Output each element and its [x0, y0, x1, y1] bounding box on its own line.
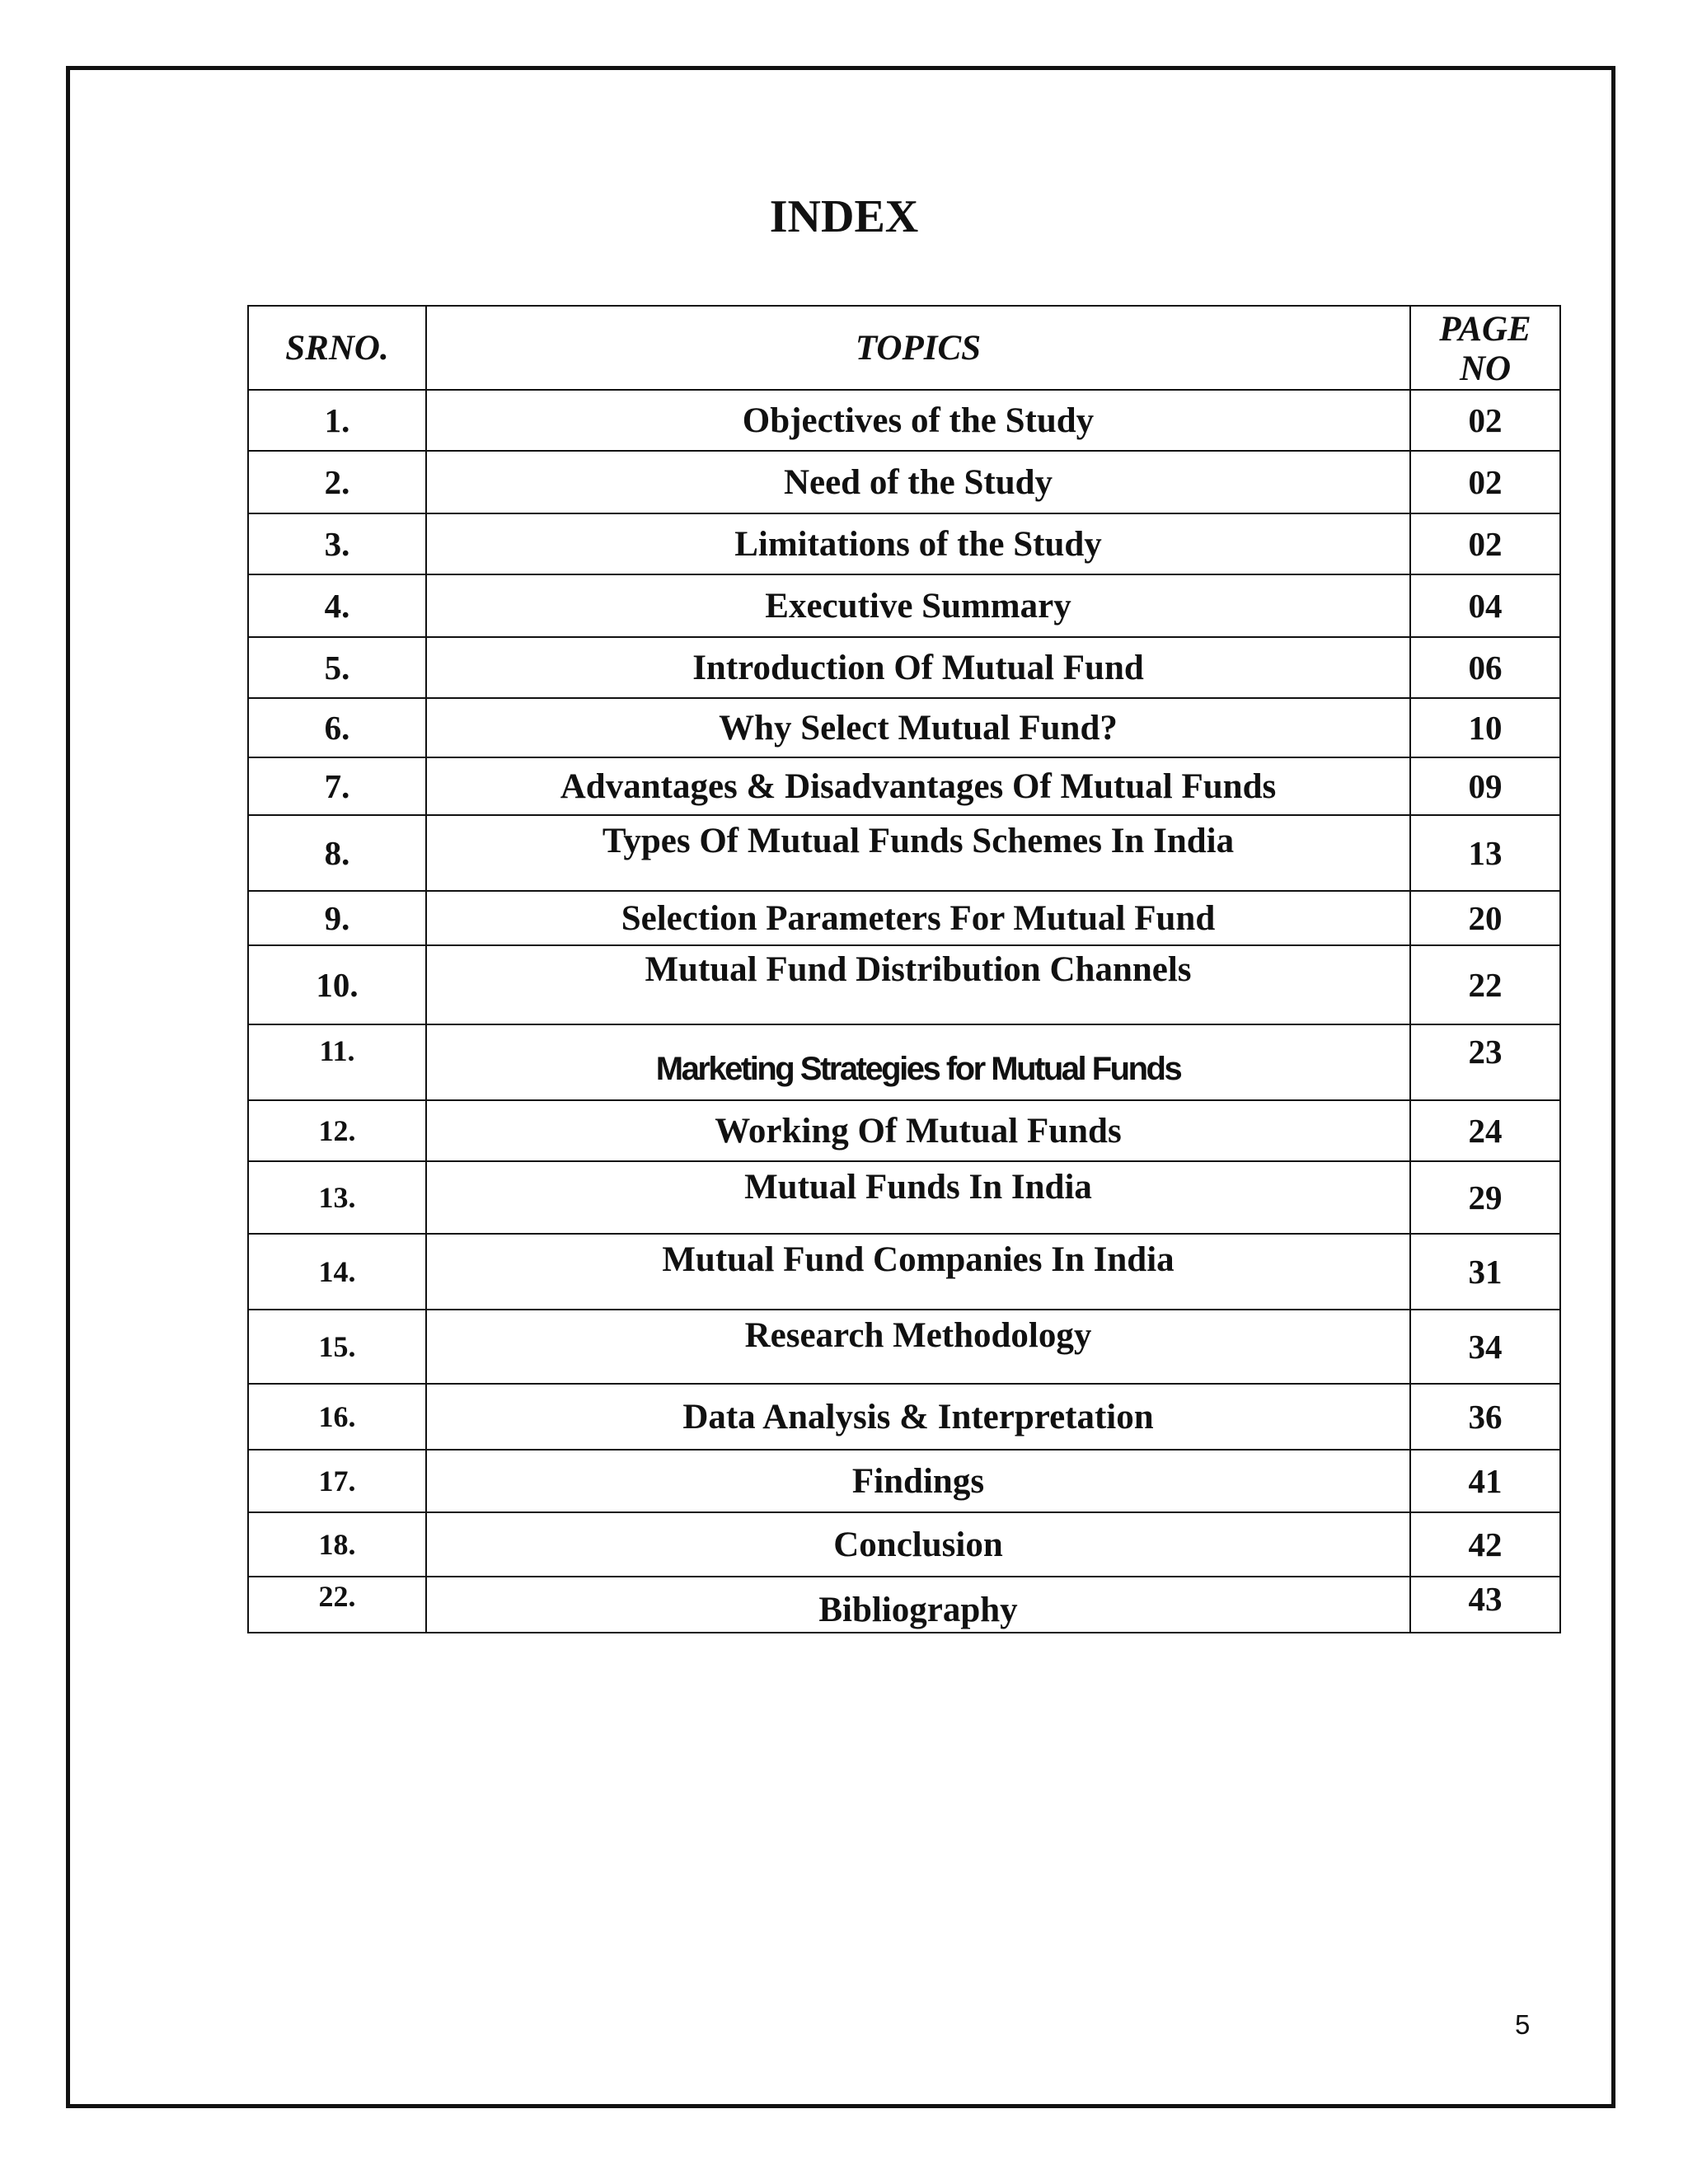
header-row — [248, 306, 1560, 390]
row-topic: Types Of Mutual Funds Schemes In India — [426, 815, 1410, 891]
row-srno: 12. — [248, 1100, 426, 1161]
table-row — [248, 1310, 1560, 1384]
row-topic: Mutual Fund Distribution Channels — [426, 945, 1410, 1024]
row-topic: Introduction Of Mutual Fund — [426, 637, 1410, 698]
row-srno: 7. — [248, 757, 426, 815]
row-topic: Research Methodology — [426, 1310, 1410, 1384]
row-srno: 14. — [248, 1234, 426, 1310]
row-srno: 10. — [248, 945, 426, 1024]
row-topic: Limitations of the Study — [426, 513, 1410, 574]
table-row — [248, 1577, 1560, 1633]
table-row — [248, 891, 1560, 945]
header-srno: SRNO. — [248, 306, 426, 390]
row-srno: 6. — [248, 698, 426, 757]
table-row — [248, 390, 1560, 451]
table-row — [248, 451, 1560, 513]
table-row — [248, 1450, 1560, 1512]
row-srno: 9. — [248, 891, 426, 945]
row-page: 34 — [1410, 1310, 1560, 1384]
row-srno: 4. — [248, 574, 426, 637]
table-row — [248, 1512, 1560, 1577]
row-srno: 2. — [248, 451, 426, 513]
row-topic: Mutual Fund Companies In India — [426, 1234, 1410, 1310]
table-row — [248, 1384, 1560, 1450]
table-row — [248, 945, 1560, 1024]
row-page: 06 — [1410, 637, 1560, 698]
row-topic: Advantages & Disadvantages Of Mutual Funds — [426, 757, 1410, 815]
row-page: 02 — [1410, 390, 1560, 451]
table-row — [248, 1234, 1560, 1310]
row-srno: 22. — [248, 1577, 426, 1633]
row-srno: 3. — [248, 513, 426, 574]
row-srno: 16. — [248, 1384, 426, 1450]
row-page: 09 — [1410, 757, 1560, 815]
row-page: 02 — [1410, 513, 1560, 574]
row-srno: 15. — [248, 1310, 426, 1384]
table-row — [248, 757, 1560, 815]
row-page: 43 — [1410, 1577, 1560, 1633]
row-topic: Marketing Strategies for Mutual Funds — [426, 1024, 1410, 1100]
row-topic: Why Select Mutual Fund? — [426, 698, 1410, 757]
index-table — [247, 305, 1561, 1633]
row-page: 13 — [1410, 815, 1560, 891]
row-topic: Need of the Study — [426, 451, 1410, 513]
row-page: 23 — [1410, 1024, 1560, 1100]
row-page: 41 — [1410, 1450, 1560, 1512]
row-topic: Working Of Mutual Funds — [426, 1100, 1410, 1161]
page-number: 5 — [1515, 2009, 1531, 2040]
table-row — [248, 815, 1560, 891]
table-row — [248, 1161, 1560, 1234]
page-title: INDEX — [769, 191, 919, 242]
header-page-no: PAGE NO — [1410, 306, 1560, 390]
row-topic: Bibliography — [426, 1577, 1410, 1633]
row-srno: 5. — [248, 637, 426, 698]
row-topic: Mutual Funds In India — [426, 1161, 1410, 1234]
row-srno: 8. — [248, 815, 426, 891]
table-row — [248, 574, 1560, 637]
row-topic: Executive Summary — [426, 574, 1410, 637]
row-srno: 13. — [248, 1161, 426, 1234]
header-topics: TOPICS — [426, 306, 1410, 390]
row-srno: 11. — [248, 1024, 426, 1100]
table-row — [248, 1024, 1560, 1100]
row-topic: Findings — [426, 1450, 1410, 1512]
row-page: 02 — [1410, 451, 1560, 513]
row-srno: 18. — [248, 1512, 426, 1577]
row-topic: Selection Parameters For Mutual Fund — [426, 891, 1410, 945]
row-page: 04 — [1410, 574, 1560, 637]
row-page: 20 — [1410, 891, 1560, 945]
table-row — [248, 513, 1560, 574]
row-topic: Conclusion — [426, 1512, 1410, 1577]
row-page: 22 — [1410, 945, 1560, 1024]
row-page: 24 — [1410, 1100, 1560, 1161]
row-page: 10 — [1410, 698, 1560, 757]
row-page: 31 — [1410, 1234, 1560, 1310]
row-page: 42 — [1410, 1512, 1560, 1577]
table-row — [248, 1100, 1560, 1161]
row-srno: 17. — [248, 1450, 426, 1512]
row-page: 29 — [1410, 1161, 1560, 1234]
row-topic: Objectives of the Study — [426, 390, 1410, 451]
table-row — [248, 637, 1560, 698]
row-topic: Data Analysis & Interpretation — [426, 1384, 1410, 1450]
row-page: 36 — [1410, 1384, 1560, 1450]
row-srno: 1. — [248, 390, 426, 451]
table-row — [248, 698, 1560, 757]
